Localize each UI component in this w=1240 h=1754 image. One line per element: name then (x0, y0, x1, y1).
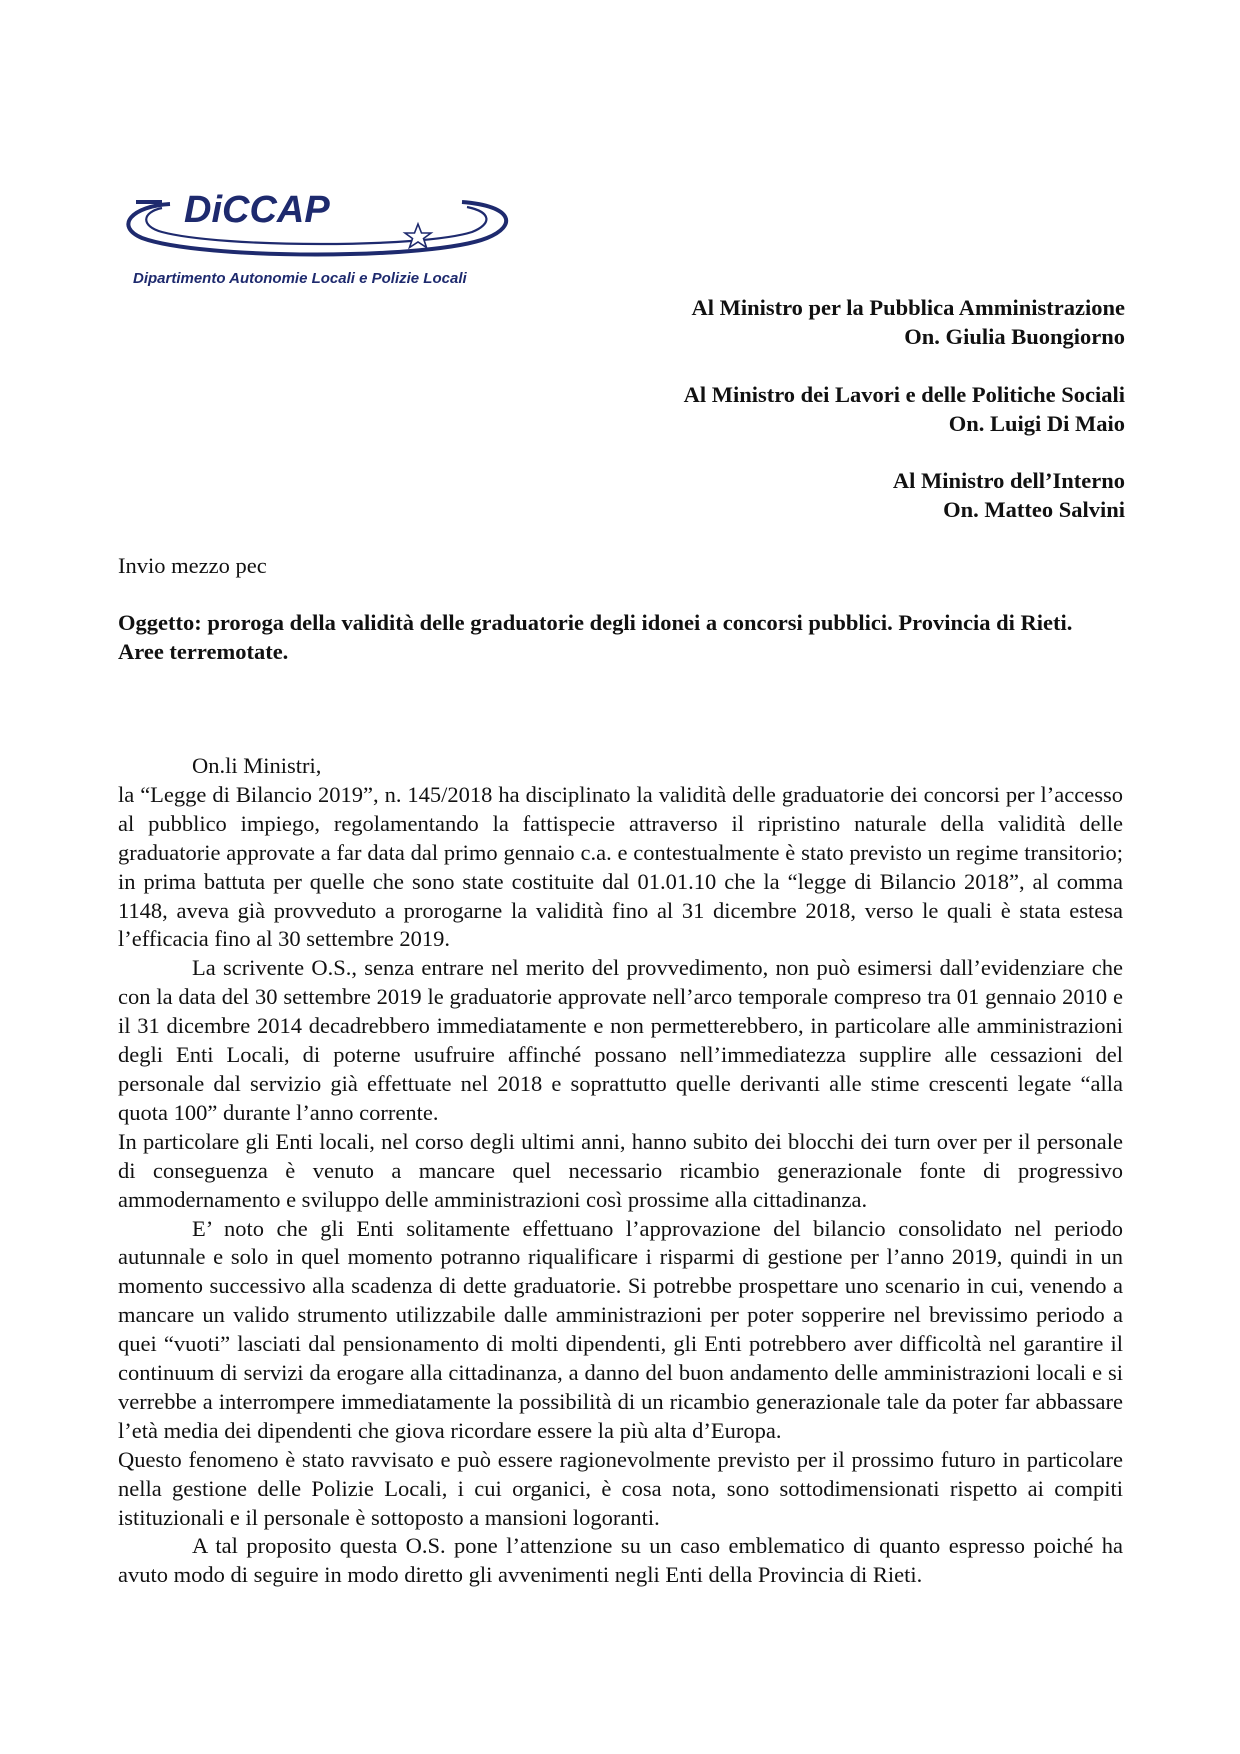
recipient-public-administration (691, 293, 1125, 351)
recipient-title: Al Ministro dell’Interno (892, 468, 1125, 493)
diccap-logo (122, 188, 517, 298)
logo-subtitle: Dipartimento Autonomie Locali e Polizie Locali (133, 270, 467, 287)
delivery-note: Invio mezzo pec (118, 553, 267, 578)
recipient-title: Al Ministro dei Lavori e delle Politiche Sociali (683, 382, 1125, 407)
recipient-labour (684, 380, 1125, 438)
recipient-name: On. Luigi Di Maio (948, 411, 1125, 436)
letter-body (118, 752, 1123, 1590)
paragraph-6: A tal proposito questa O.S. pone l’attenzione su un caso emblematico di quanto espresso poiché ha avuto modo di seguire in modo diretto gli avvenimenti negli Enti della Provincia di Rieti. (118, 1533, 1123, 1588)
recipient-title: Al Ministro per la Pubblica Amministrazione (691, 295, 1125, 320)
svg-text:DiCCAP: DiCCAP (184, 189, 330, 231)
paragraph-2: La scrivente O.S., senza entrare nel merito del provvedimento, non può esimersi dall’evidenziare che con la data del 30 settembre 2019 le graduatorie approvate nell’arco temporale compreso tra 01 gennaio 2010 e il 31 dicembre 2014 decadrebbero immediatamente e non permetterebbero, in particolare alle amministrazioni degli Enti Locali, di poterne usufruire affinché possano nell’immediatezza supplire alle cessazioni del personale dal servizio già effettuate nel 2018 e soprattutto quelle derivanti alle stime crescenti legate “alla quota 100” durante l’anno corrente. (118, 955, 1123, 1125)
recipient-interior (893, 466, 1125, 524)
diccap-logo-emblem (122, 188, 517, 268)
salutation: On.li Ministri, (192, 753, 322, 778)
subject-line: Oggetto: proroga della validità delle graduatorie degli idonei a concorsi pubblici. Provincia di Rieti. Aree terremotate. (118, 610, 1073, 664)
paragraph-4: E’ noto che gli Enti solitamente effettuano l’approvazione del bilancio consolidato nel periodo autunnale e solo in quel momento potranno riqualificare i risparmi di gestione per l’anno 2019, quindi in un momento successivo alla scadenza di dette graduatorie. Si potrebbe prospettare uno scenario in cui, venendo a mancare un valido strumento utilizzabile dalle amministrazioni per poter sopperire nel brevissimo periodo a quei “vuoti” lasciati dal pensionamento di molti dipendenti, gli Enti potrebbero aver difficoltà nel garantire il continuum di servizi da erogare alla cittadinanza, a danno del buon andamento delle amministrazioni locali e si verrebbe a interrompere immediatamente la possibilità di un ricambio generazionale tale da poter far abbassare l’età media dei dipendenti che giova ricordare essere la più alta d’Europa. (118, 1215, 1123, 1443)
recipient-name: On. Giulia Buongiorno (904, 324, 1125, 349)
recipient-name: On. Matteo Salvini (943, 497, 1125, 522)
paragraph-3: In particolare gli Enti locali, nel corso degli ultimi anni, hanno subito dei blocchi dei turn over per il personale di conseguenza è venuto a mancare quel necessario ricambio generazionale fonte di progressivo ammodernamento e sviluppo delle amministrazioni così prossime alla cittadinanza. (118, 1128, 1123, 1212)
paragraph-5: Questo fenomeno è stato ravvisato e può essere ragionevolmente previsto per il prossimo futuro in particolare nella gestione delle Polizie Locali, i cui organici, è cosa nota, sono sottodimensionati rispetto ai compiti istituzionali e il personale è sottoposto a mansioni logoranti. (118, 1446, 1123, 1530)
paragraph-1: la “Legge di Bilancio 2019”, n. 145/2018 ha disciplinato la validità delle graduatorie dei concorsi per l’accesso al pubblico impiego, regolamentando la fattispecie attraverso il ripristino naturale della validità delle graduatorie approvate a far data dal primo gennaio c.a. e contestualmente è stato previsto un regime transitorio; in prima battuta per quelle che sono state costituite dal 01.01.10 che la “legge di Bilancio 2018”, al comma 1148, aveva già provveduto a prorogarne la validità fino al 31 dicembre 2018, verso le quali è stata estesa l’efficacia fino al 30 settembre 2019. (118, 781, 1123, 952)
